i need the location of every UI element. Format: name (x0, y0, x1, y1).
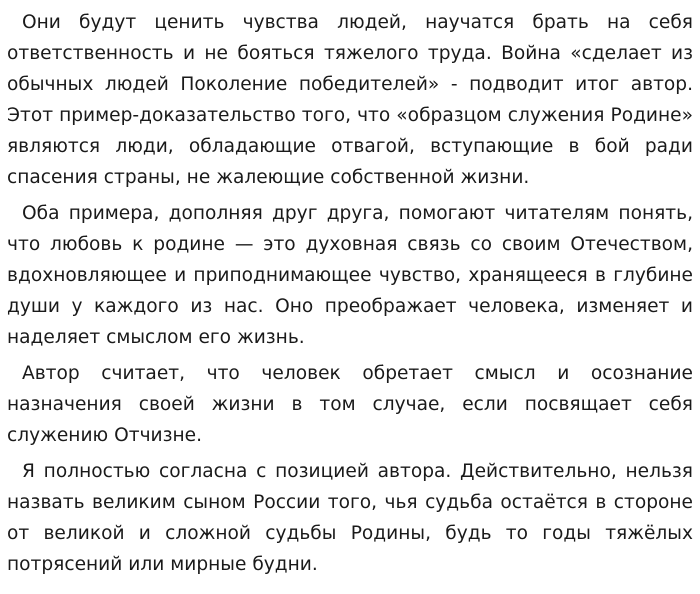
paragraph-1: Они будут ценить чувства людей, научатся брать на себя ответственность и не бояться тяжелого труда. Война «сделает из обычных людей Поколение победителей» - подводит итог автор. Этот пример-доказательство того, что «образцом служения Родине» являются люди, обладающие отвагой, вступающие в бой ради спасения страны, не жалеющие собственной жизни. (7, 12, 693, 188)
document-body (7, 7, 693, 580)
paragraph-4: Я полностью согласна с позицией автора. Действительно, нельзя назвать великим сыном России того, чья судьба остаётся в стороне от великой и сложной судьбы Родины, будь то годы тяжёлых потрясений или мирные будни. (7, 461, 693, 575)
paragraph-3: Автор считает, что человек обретает смысл и осознание назначения своей жизни в том случае, если посвящает себя служению Отчизне. (7, 363, 693, 446)
paragraph-2: Оба примера, дополняя друг друга, помогают читателям понять, что любовь к родине — это духовная связь со своим Отечеством, вдохновляющее и приподнимающее чувство, хранящееся в глубине души у каждого из нас. Оно преображает человека, изменяет и наделяет смыслом его жизнь. (7, 203, 693, 348)
